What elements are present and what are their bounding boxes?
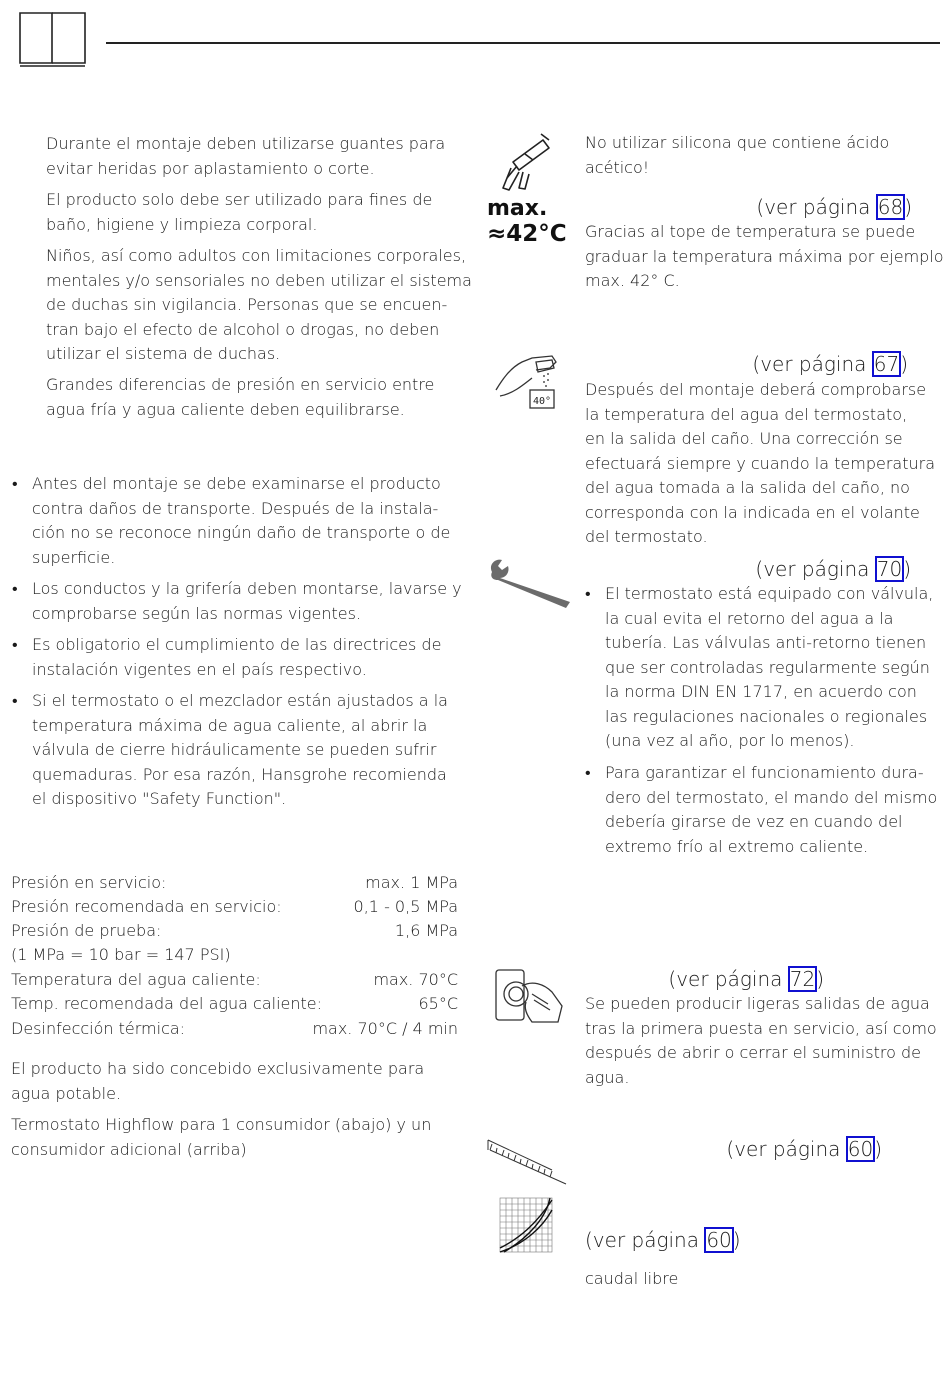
safety-purpose: El producto solo debe ser utilizado para fines de baño, higiene y limpieza corporal. — [46, 190, 433, 234]
install-bullet: • Antes del montaje se debe examinarse el producto contra daños de transporte. Después de la instala- ción no se reconoce ningún daño de transporte o de superficie. — [12, 474, 451, 567]
silicone-warning: No utilizar silicona que contiene ácido acético! — [585, 133, 890, 177]
install-bullet: • Es obligatorio el cumplimiento de las directrices de instalación vigentes en el país respectivo. — [12, 635, 442, 679]
page-link-72[interactable]: 72 — [789, 967, 816, 991]
manual-book-icon — [18, 9, 88, 69]
install-bullet: • Si el termostato o el mezclador están ajustados a la temperatura máxima de agua caliente, al abrir la válvula de cierre hidráulicamente se pueden sufrir quemaduras. Por esa razón, Hansgrohe recomienda el dispositivo "Safety Function". — [12, 691, 448, 808]
safety-children: Niños, así como adultos con limitaciones corporales, mentales y/o sensoriales no deben utilizar el sistema de duchas sin vigilancia. Personas que se encuen- tran bajo el efecto de alcohol o drogas, no deben utilizar el sistema de duchas. — [46, 246, 472, 363]
page-link-60[interactable]: 60 — [847, 1137, 874, 1161]
flow-chart-icon — [486, 1138, 570, 1256]
header-rule — [106, 42, 940, 44]
page-ref-67: (ver página 67) — [752, 352, 908, 376]
spec-row: Temp. recomendada del agua caliente: 65°C — [11, 994, 458, 1013]
max-label: max. — [487, 196, 548, 221]
spec-row: (1 MPa = 10 bar = 147 PSI) — [11, 945, 231, 964]
temp-stop-text: Gracias al tope de temperatura se puede graduar la temperatura máxima por ejemplo max. 42° C. — [585, 222, 944, 290]
svg-text:40°: 40° — [533, 396, 552, 407]
spec-row: Presión recomendada en servicio: 0,1 - 0,5 MPa — [11, 897, 458, 916]
silicone-gun-icon — [497, 130, 563, 192]
page-link-70[interactable]: 70 — [876, 557, 903, 581]
page-ref-60-flow: (ver página 60) — [585, 1228, 741, 1252]
spec-row: Presión de prueba: 1,6 MPa — [11, 921, 458, 940]
maintenance-bullet: • Para garantizar el funcionamiento dura- dero del termostato, el mando del mismo debería girarse de vez en cuando del extremo frío al extremo caliente. — [585, 763, 938, 856]
free-flow-label: caudal libre — [585, 1269, 679, 1288]
note-highflow: Termostato Highflow para 1 consumidor (abajo) y un consumidor adicional (arriba) — [11, 1115, 432, 1159]
calibration-text: Después del montaje deberá comprobarse la temperatura del agua del termostato, en la salida del caño. Una corrección se efectuará siempre y cuando la temperatura del agua tomada a la salida del caño, no corresponda con la indicada en el volante del termostato. — [585, 380, 936, 546]
page-link-68[interactable]: 68 — [877, 195, 904, 219]
safety-gloves: Durante el montaje deben utilizarse guantes para evitar heridas por aplastamiento o corte. — [46, 134, 446, 178]
page-ref-60: (ver página 60) — [726, 1137, 882, 1161]
page-ref-68: (ver página 68) — [756, 195, 912, 219]
page-ref-70: (ver página 70) — [755, 557, 911, 581]
max-temp-label: ≈42°C — [487, 221, 567, 247]
spec-row: Desinfección térmica: max. 70°C / 4 min — [11, 1019, 458, 1038]
thermometer-check-icon — [492, 350, 564, 412]
spec-row: Presión en servicio: max. 1 MPa — [11, 873, 458, 892]
safety-pressure: Grandes diferencias de presión en servicio entre agua fría y agua caliente deben equilibrarse. — [46, 375, 435, 419]
page-ref-72: (ver página 72) — [668, 967, 824, 991]
note-drinking-water: El producto ha sido concebido exclusivamente para agua potable. — [11, 1059, 425, 1103]
wrench-icon — [486, 556, 576, 608]
spec-row: Temperatura del agua caliente: max. 70°C — [11, 970, 458, 989]
install-bullet: • Los conductos y la grifería deben montarse, lavarse y comprobarse según las normas vigentes. — [12, 579, 462, 623]
leak-text: Se pueden producir ligeras salidas de agua tras la primera puesta en servicio, así como después de abrir o cerrar el suministro de agua. — [585, 994, 937, 1087]
maintenance-bullet: • El termostato está equipado con válvula, la cual evita el retorno del agua a la tubería. Las válvulas anti-retorno tienen que ser controladas regularmente según la norma DIN EN 1717, en acuerdo con las regulaciones nacionales o regionales (una vez al año, por lo menos). — [585, 584, 934, 750]
handle-turn-icon — [492, 964, 564, 1026]
page-link-67[interactable]: 67 — [873, 352, 900, 376]
page-link-60-flow[interactable]: 60 — [706, 1228, 732, 1252]
